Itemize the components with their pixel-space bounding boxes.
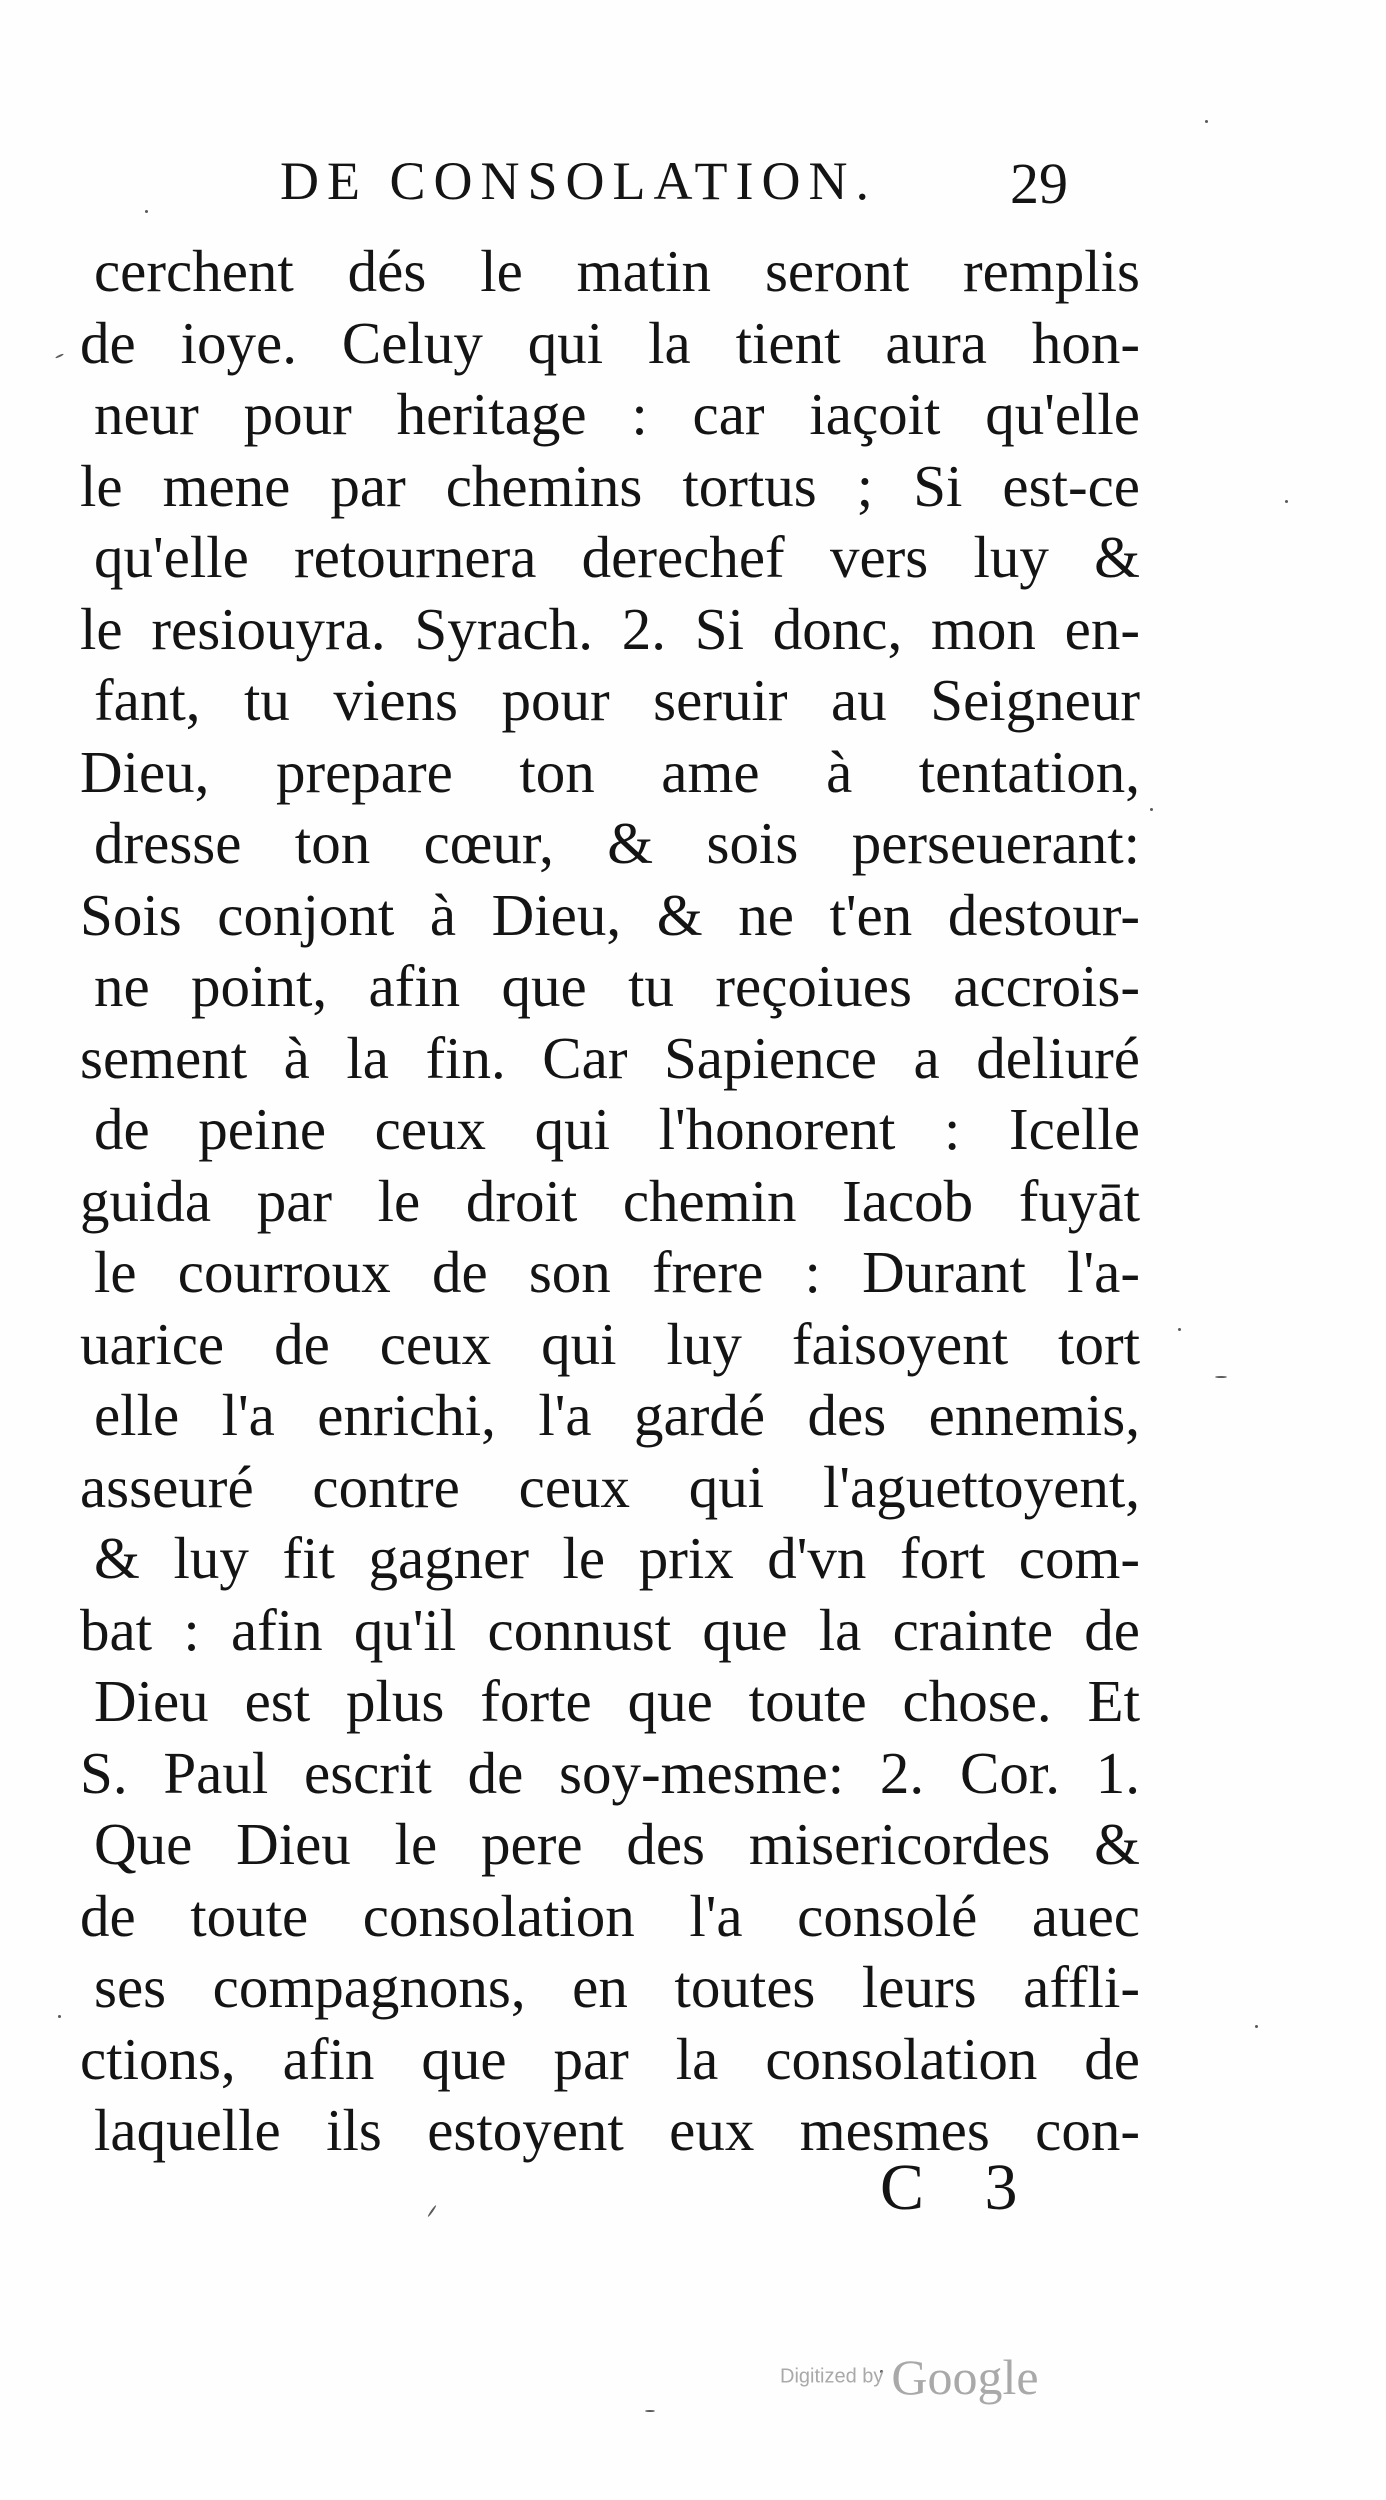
ink-speck — [645, 2410, 655, 2412]
text-line: laquelle ils estoyent eux mesmes con- — [94, 2097, 1140, 2163]
ink-speck — [427, 2205, 437, 2218]
text-line: Dieu, prepare ton ame à tentation, — [80, 738, 1140, 805]
text-line: S. Paul escrit de soy-mesme: 2. Cor. 1. — [80, 1739, 1140, 1806]
ink-speck — [1215, 1376, 1227, 1378]
text-line: cerchent dés le matin seront remplis — [94, 238, 1140, 304]
ink-speck — [1150, 808, 1153, 811]
ink-speck — [145, 210, 148, 213]
text-line: le resiouyra. Syrach. 2. Si donc, mon en- — [80, 595, 1140, 662]
running-title: DE CONSOLATION. — [280, 151, 877, 211]
text-line: Dieu est plus forte que toute chose. Et — [94, 1668, 1140, 1734]
text-line: Que Dieu le pere des misericordes & — [94, 1811, 1140, 1877]
text-line: dresse ton cœur, & sois perseuerant: — [94, 810, 1140, 876]
text-line: de toute consolation l'a consolé auec — [80, 1882, 1140, 1949]
ink-speck — [1178, 1328, 1181, 1331]
text-line: fant, tu viens pour seruir au Seigneur — [94, 667, 1140, 733]
text-line: bat : afin qu'il connust que la crainte de — [80, 1596, 1140, 1663]
text-line: ctions, afin que par la consolation de — [80, 2025, 1140, 2092]
page-number: 29 — [1010, 151, 1068, 216]
ink-speck — [1205, 120, 1208, 123]
text-line: ses compagnons, en toutes leurs affli- — [94, 1954, 1140, 2020]
text-line: de peine ceux qui l'honorent : Icelle — [94, 1096, 1140, 1162]
text-line: & luy fit gagner le prix d'vn fort com- — [94, 1525, 1140, 1591]
signature-mark: C 3 — [880, 2151, 1040, 2224]
text-line: qu'elle retournera derechef vers luy & — [94, 524, 1140, 590]
text-line: elle l'a enrichi, l'a gardé des ennemis, — [94, 1382, 1140, 1448]
watermark-brand: Google — [891, 2349, 1039, 2405]
text-line: Sois conjont à Dieu, & ne t'en destour- — [80, 881, 1140, 948]
ink-speck — [58, 2015, 61, 2018]
ink-speck — [1255, 2025, 1258, 2028]
text-line: le mene par chemins tortus ; Si est-ce — [80, 452, 1140, 519]
ink-speck — [55, 353, 64, 359]
text-line: uarice de ceux qui luy faisoyent tort — [80, 1310, 1140, 1377]
text-line: de ioye. Celuy qui la tient aura hon- — [80, 309, 1140, 376]
watermark-prefix: Digitized by — [780, 2365, 884, 2388]
text-line: guida par le droit chemin Iacob fuyāt — [80, 1167, 1140, 1234]
text-line: asseuré contre ceux qui l'aguettoyent, — [80, 1453, 1140, 1520]
text-line: neur pour heritage : car iaçoit qu'elle — [94, 381, 1140, 447]
digitization-watermark — [780, 2348, 1039, 2406]
body-text — [80, 236, 1140, 2167]
text-line: le courroux de son frere : Durant l'a- — [94, 1239, 1140, 1305]
ink-speck — [1285, 500, 1288, 503]
text-line: ne point, afin que tu reçoiues accrois- — [94, 953, 1140, 1019]
text-line: sement à la fin. Car Sapience a deliuré — [80, 1024, 1140, 1091]
